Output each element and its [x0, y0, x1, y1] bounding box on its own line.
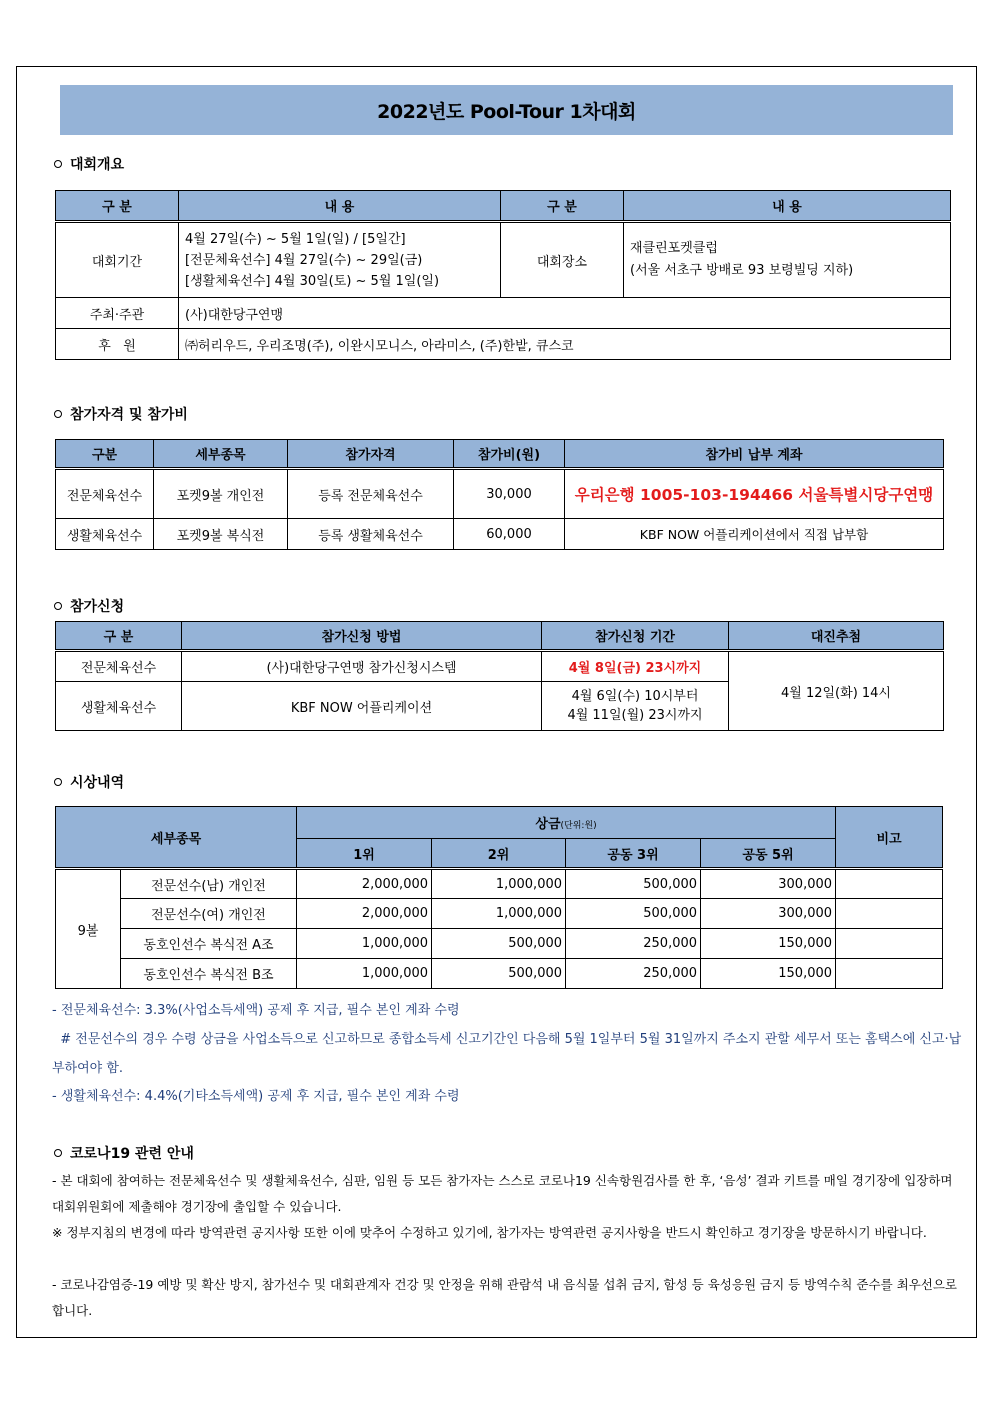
prize-note: - 전문체육선수: 3.3%(사업소득세액) 공제 후 지급, 필수 본인 계좌 수령	[52, 1003, 460, 1018]
circle-bullet-icon	[54, 602, 62, 610]
table-header: 대진추첨	[729, 622, 944, 651]
covid-paragraph: ※ 정부지침의 변경에 따라 방역관련 공지사항 또한 이에 맞추어 수정하고 있기에, 참가자는 방역관련 공지사항을 반드시 확인하고 경기장을 방문하시기 바랍니다.	[52, 1225, 927, 1240]
table-header: 구 분	[56, 622, 182, 651]
table-header: 내 용	[179, 191, 501, 222]
section-overview-heading: 대회개요	[54, 154, 124, 174]
section-covid-heading: 코로나19 관련 안내	[54, 1143, 194, 1163]
table-header: 내 용	[624, 191, 951, 222]
host-label: 주최·주관	[56, 298, 179, 329]
table-header: 참가신청 방법	[182, 622, 542, 651]
period-value: 4월 27일(수) ~ 5월 1일(일) / [5일간] [전문체육선수] 4월 27일(수) ~ 29일(금) [생활체육선수] 4월 30일(토) ~ 5월 1일(일)	[179, 222, 501, 298]
application-table	[55, 621, 944, 731]
table-header: 참가비(원)	[454, 440, 565, 469]
circle-bullet-icon	[54, 1149, 62, 1157]
table-row: 전문체육선수 포켓9볼 개인전 등록 전문체육선수 30,000 우리은행 1005-103-194466 서울특별시당구연맹	[56, 469, 944, 519]
table-row: 전문체육선수 (사)대한당구연맹 참가신청시스템 4월 8일(금) 23시까지 4월 12일(화) 14시	[56, 651, 944, 682]
table-row: 생활체육선수 포켓9볼 복식전 등록 생활체육선수 60,000 KBF NOW 어플리케이션에서 직접 납부함	[56, 519, 944, 550]
table-header: 참가신청 기간	[542, 622, 729, 651]
page-title	[60, 85, 953, 135]
table-row: 전문선수(여) 개인전 2,000,000 1,000,000 500,000 300,000	[56, 899, 943, 929]
table-header: 구 분	[56, 191, 179, 222]
circle-bullet-icon	[54, 778, 62, 786]
venue-label: 대회장소	[501, 222, 624, 298]
table-header: 2위	[432, 839, 566, 869]
section-eligibility-heading: 참가자격 및 참가비	[54, 404, 188, 424]
circle-bullet-icon	[54, 160, 62, 168]
table-header: 구분	[56, 440, 154, 469]
page-title-text: 2022년도 Pool-Tour 1차대회	[377, 100, 636, 123]
draw-date: 4월 12일(화) 14시	[729, 651, 944, 731]
table-row: 9볼 전문선수(남) 개인전 2,000,000 1,000,000 500,000 300,000	[56, 869, 943, 899]
period-label: 대회기간	[56, 222, 179, 298]
table-row: 동호인선수 복식전 B조 1,000,000 500,000 250,000 150,000	[56, 959, 943, 989]
table-header: 세부종목	[56, 807, 297, 869]
table-header: 비고	[836, 807, 943, 869]
prize-note: # 전문선수의 경우 수령 상금을 사업소득으로 신고하므로 종합소득세 신고기간인 다음해 5월 1일부터 5월 31일까지 주소지 관할 세무서 또는 홈택스에 신고·납부하여야 함.	[52, 1032, 962, 1076]
category-cell: 9볼	[56, 869, 121, 989]
section-prizes-heading: 시상내역	[54, 772, 124, 792]
sponsor-label: 후 원	[56, 329, 179, 360]
pro-deadline: 4월 8일(금) 23시까지	[542, 651, 729, 682]
table-header: 참가비 납부 계좌	[565, 440, 944, 469]
table-header: 참가자격	[288, 440, 454, 469]
bank-account: 우리은행 1005-103-194466 서울특별시당구연맹	[565, 469, 944, 519]
covid-paragraph: - 코로나감염증-19 예방 및 확산 방지, 참가선수 및 대회관계자 건강 및 안정을 위해 관람석 내 음식물 섭취 금지, 함성 등 육성응원 금지 등 방역수칙 준수를 최우선으로 합니다.	[52, 1277, 958, 1318]
section-application-heading: 참가신청	[54, 596, 124, 616]
table-header: 세부종목	[154, 440, 288, 469]
venue-value: 재클린포켓클럽 (서울 서초구 방배로 93 보령빌딩 지하)	[624, 222, 951, 298]
table-header: 1위	[297, 839, 432, 869]
table-header: 상금(단위:원)	[297, 807, 836, 839]
table-header: 공동 3위	[566, 839, 701, 869]
circle-bullet-icon	[54, 410, 62, 418]
prizes-table	[55, 806, 943, 989]
overview-table	[55, 190, 951, 360]
table-header: 구 분	[501, 191, 624, 222]
table-header: 공동 5위	[701, 839, 836, 869]
sponsor-value: ㈜허리우드, 우리조명(주), 이완시모니스, 아라미스, (주)한밭, 큐스코	[179, 329, 951, 360]
table-row: 동호인선수 복식전 A조 1,000,000 500,000 250,000 150,000	[56, 929, 943, 959]
eligibility-table	[55, 439, 944, 550]
host-value: (사)대한당구연맹	[179, 298, 951, 329]
covid-paragraph: - 본 대회에 참여하는 전문체육선수 및 생활체육선수, 심판, 임원 등 모든 참가자는 스스로 코로나19 신속항원검사를 한 후, ‘음성’ 결과 키트를 매일 경기장에 입장하며 대회위원회에 제출해야 경기장에 출입할 수 있습니다.	[52, 1173, 953, 1214]
table-row: 생활체육선수 KBF NOW 어플리케이션 4월 6일(수) 10시부터 4월 11일(월) 23시까지	[56, 682, 944, 731]
prize-note: - 생활체육선수: 4.4%(기타소득세액) 공제 후 지급, 필수 본인 계좌 수령	[52, 1089, 460, 1104]
